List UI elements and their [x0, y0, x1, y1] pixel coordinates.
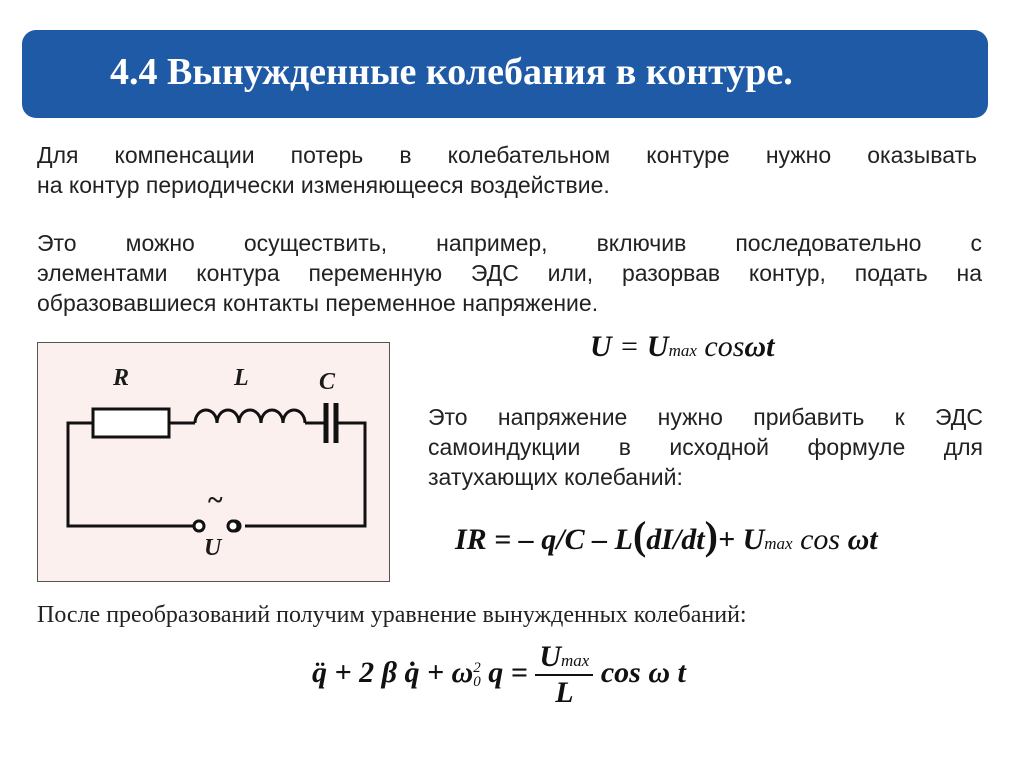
formula-circuit-equation: IR = – q/C – L(dI/dt)+ Umax cos ωt [455, 513, 878, 558]
inductor-coil [195, 410, 305, 423]
wire-right [245, 423, 365, 526]
inductor-label: L [234, 365, 249, 391]
terminal-1-top [194, 521, 204, 531]
ac-source-symbol: ~ [208, 485, 223, 516]
terminal-2-top [228, 521, 238, 531]
terminal-gap [204, 521, 228, 531]
paragraph-1-line-2: на контур периодически изменяющееся воздействие. [37, 172, 610, 198]
paragraph-2-line-2: элементами контура переменную ЭДС или, разорвав контур, подать на [37, 260, 982, 286]
capacitor-label: C [319, 369, 336, 395]
page-title: 4.4 Вынужденные колебания в контуре. [110, 51, 793, 93]
paragraph-2-line-1: Это можно осуществить, например, включив последовательно с [37, 230, 982, 256]
paragraph-3-line-2: самоиндукции в исходной формуле для [428, 434, 983, 460]
resistor [93, 409, 169, 437]
paragraph-2-line-3: образовавшиеся контакты переменное напряжение. [37, 290, 599, 316]
paragraph-3-line-3: затухающих колебаний: [428, 464, 683, 490]
paragraph-4: После преобразований получим уравнение вынужденных колебаний: [37, 602, 747, 628]
voltage-label: U [204, 535, 222, 561]
circuit-diagram [37, 342, 390, 582]
resistor-label: R [113, 365, 130, 391]
formula-forced-oscillations: q̈ + 2 β q̇ + ω 2 0 q = $\frac{Umax}{L}$ cos ω t [312, 640, 686, 709]
paragraph-1-line-1: Для компенсации потерь в колебательном контуре нужно оказывать [37, 142, 977, 168]
paragraph-3-line-1: Это напряжение нужно прибавить к ЭДС [428, 404, 983, 430]
formula-voltage: U = Umax cosωt [590, 330, 775, 363]
fraction: $\frac{Umax}{L}$ [535, 640, 593, 710]
